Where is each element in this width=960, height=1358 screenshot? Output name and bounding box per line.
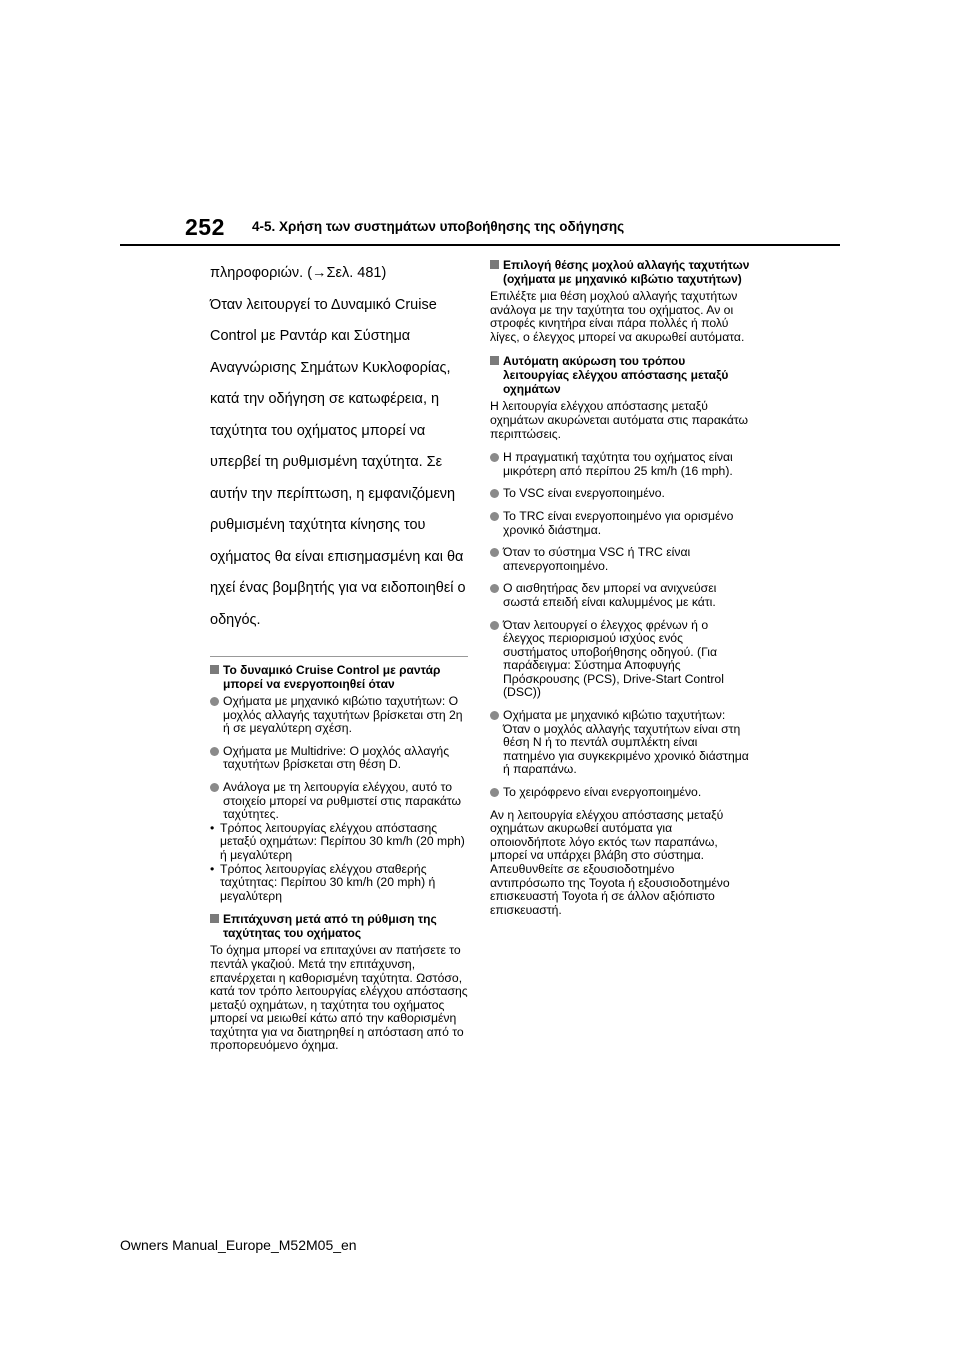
bullet-dot-icon bbox=[490, 453, 499, 462]
bullet-dot-icon bbox=[490, 512, 499, 521]
bullet-dot-icon bbox=[490, 548, 499, 557]
section-heading bbox=[210, 663, 468, 691]
square-marker-icon bbox=[490, 356, 499, 365]
lead-text bbox=[210, 258, 468, 636]
body-paragraph: Αν η λειτουργία ελέγχου απόστασης μεταξύ οχημάτων ακυρωθεί αυτόματα για οποιονδήποτε λόγο εκτός των παραπάνω, μπορεί να υπάρχει βλάβη στο σύστημα. Απευθυνθείτε σε εξουσιοδοτημένο αντιπρόσωπο της Toyota ή εξουσιοδοτημένο επισκευαστή Toyota ή σε άλλον αξιόπιστο επισκευαστή. bbox=[490, 807, 730, 917]
lead-line-1: πληροφοριών. (→Σελ. 481) bbox=[210, 265, 387, 281]
bullet-text: Όταν το σύστημα VSC ή TRC είναι απενεργοποιημένο. bbox=[503, 545, 691, 573]
bullet-text: Το χειρόφρενο είναι ενεργοποιημένο. bbox=[503, 785, 702, 800]
section-heading bbox=[490, 354, 750, 396]
heading-text: Επιλογή θέσης μοχλού αλλαγής ταχυτήτων (οχήματα με μηχανικό κιβώτιο ταχυτήτων) bbox=[503, 258, 750, 286]
heading-text: Επιτάχυνση μετά από τη ρύθμιση της ταχύτητας του οχήματος bbox=[223, 912, 437, 941]
bullet-text: Η πραγματική ταχύτητα του οχήματος είναι μικρότερη από περίπου 25 km/h (16 mph). bbox=[503, 450, 733, 478]
sub-bullet-icon: • bbox=[210, 820, 215, 835]
bullet-item bbox=[210, 781, 468, 822]
bullet-item bbox=[490, 451, 750, 478]
bullet-dot-icon bbox=[490, 711, 499, 720]
bullet-text: Ο αισθητήρας δεν μπορεί να ανιχνεύσει σωστά επειδή είναι καλυμμένος με κάτι. bbox=[503, 581, 717, 609]
bullet-text: Οχήματα με μηχανικό κιβώτιο ταχυτήτων: Ο μοχλός αλλαγής ταχυτήτων βρίσκεται στη 2η ή σε μεγαλύτερη σχέση. bbox=[223, 694, 463, 736]
body-paragraph: Επιλέξτε μια θέση μοχλού αλλαγής ταχυτήτων ανάλογα με την ταχύτητα του οχήματος. Αν οι στροφές κινητήρα είναι πάρα πολλές ή πολύ λίγες, ο έλεγχος μπορεί να ακυρωθεί αυτόματα. bbox=[490, 289, 745, 344]
bullet-text: Το VSC είναι ενεργοποιημένο. bbox=[503, 486, 665, 501]
body-paragraph: Το όχημα μπορεί να επιταχύνει αν πατήσετε το πεντάλ γκαζιού. Μετά την επιτάχυνση, επανέρχεται η καθορισμένη ταχύτητα. Ωστόσο, κατά τον τρόπο λειτουργίας ελέγχου απόστασης μεταξύ οχημάτων, η ταχύτητα του οχήματος μπορεί να μειωθεί κάτω από την καθορισμένη ταχύτητα για να διατηρηθεί η απόσταση από το προπορευόμενο όχημα. bbox=[210, 943, 468, 1053]
right-column bbox=[490, 258, 750, 927]
square-marker-icon bbox=[210, 665, 219, 674]
lead-paragraph: Όταν λειτουργεί το Δυναμικό Cruise Control με Ραντάρ και Σύστημα Αναγνώρισης Σημάτων Κυκλοφορίας, κατά την οδήγηση σε κατωφέρεια, η ταχύτητα του οχήματος μπορεί να υπερβεί τη ρυθμισμένη ταχύτητα. Σε αυτήν την περίπτωση, η εμφανιζόμενη ρυθμισμένη ταχύτητα κίνησης του οχήματος θα είναι επισημασμένη και θα ηχεί ένας βομβητής για να ειδοποιηθεί ο οδηγός. bbox=[210, 296, 466, 628]
bullet-item bbox=[490, 786, 750, 800]
bullet-item bbox=[490, 487, 750, 501]
bullet-item bbox=[490, 709, 750, 777]
footer-text: Owners Manual_Europe_M52M05_en bbox=[120, 1237, 357, 1253]
section-divider bbox=[210, 656, 468, 657]
bullet-text: Ανάλογα με τη λειτουργία ελέγχου, αυτό το στοιχείο μπορεί να ρυθμιστεί στις παρακάτω ταχύτητες. bbox=[223, 779, 462, 822]
bullet-item bbox=[490, 510, 750, 537]
sub-item bbox=[210, 863, 468, 904]
bullet-text: Οχήματα με μηχανικό κιβώτιο ταχυτήτων: Όταν ο μοχλός αλλαγής ταχυτήτων είναι στη θέση N ή το πεντάλ συμπλέκτη είναι πατημένο για συγκεκριμένο χρονικό διάστημα ή παραπάνω. bbox=[503, 708, 749, 777]
bullet-item bbox=[210, 695, 468, 736]
header-rule bbox=[120, 244, 840, 246]
section-title: 4-5. Χρήση των συστημάτων υποβοήθησης της οδήγησης bbox=[252, 219, 625, 234]
sub-bullet-icon: • bbox=[210, 861, 215, 876]
bullet-text: Το TRC είναι ενεργοποιημένο για ορισμένο χρονικό διάστημα. bbox=[503, 508, 734, 537]
bullet-dot-icon bbox=[490, 621, 499, 630]
bullet-text: Όταν λειτουργεί ο έλεγχος φρένων ή ο έλεγχος περιορισμού ισχύος ενός συστήματος υποβοήθησης οδηγού. (Για παράδειγμα: Σύστημα Αποφυγής Πρόσκρουσης (PCS), Drive-Start Control (DSC)) bbox=[503, 617, 724, 700]
heading-text: Αυτόματη ακύρωση του τρόπου λειτουργίας ελέγχου απόστασης μεταξύ οχημάτων bbox=[503, 354, 729, 397]
bullet-dot-icon bbox=[210, 697, 219, 706]
bullet-dot-icon bbox=[210, 783, 219, 792]
bullet-text: Οχήματα με Multidrive: Ο μοχλός αλλαγής ταχυτήτων βρίσκεται στη θέση D. bbox=[223, 743, 450, 772]
sub-item-text: Τρόπος λειτουργίας ελέγχου απόστασης μεταξύ οχημάτων: Περίπου 30 km/h (20 mph) ή μεγαλύτερη bbox=[220, 820, 465, 862]
square-marker-icon bbox=[490, 260, 499, 269]
bullet-dot-icon bbox=[490, 489, 499, 498]
square-marker-icon bbox=[210, 914, 219, 923]
left-column bbox=[210, 258, 468, 1063]
bullet-dot-icon bbox=[490, 788, 499, 797]
bullet-item bbox=[490, 619, 750, 701]
section-heading bbox=[210, 912, 468, 940]
body-paragraph: Η λειτουργία ελέγχου απόστασης μεταξύ οχημάτων ακυρώνεται αυτόματα στις παρακάτω περιπτώσεις. bbox=[490, 399, 749, 441]
bullet-item bbox=[210, 745, 468, 772]
sub-item-text: Τρόπος λειτουργίας ελέγχου σταθερής ταχύτητας: Περίπου 30 km/h (20 mph) ή μεγαλύτερη bbox=[220, 861, 436, 903]
section-heading bbox=[490, 258, 750, 286]
bullet-item bbox=[490, 546, 750, 573]
heading-text: Το δυναμικό Cruise Control με ραντάρ μπορεί να ενεργοποιηθεί όταν bbox=[223, 663, 441, 691]
page-number: 252 bbox=[185, 214, 225, 240]
bullet-dot-icon bbox=[210, 747, 219, 756]
bullet-item bbox=[490, 582, 750, 609]
bullet-dot-icon bbox=[490, 584, 499, 593]
sub-list bbox=[210, 822, 468, 904]
sub-item bbox=[210, 822, 468, 863]
